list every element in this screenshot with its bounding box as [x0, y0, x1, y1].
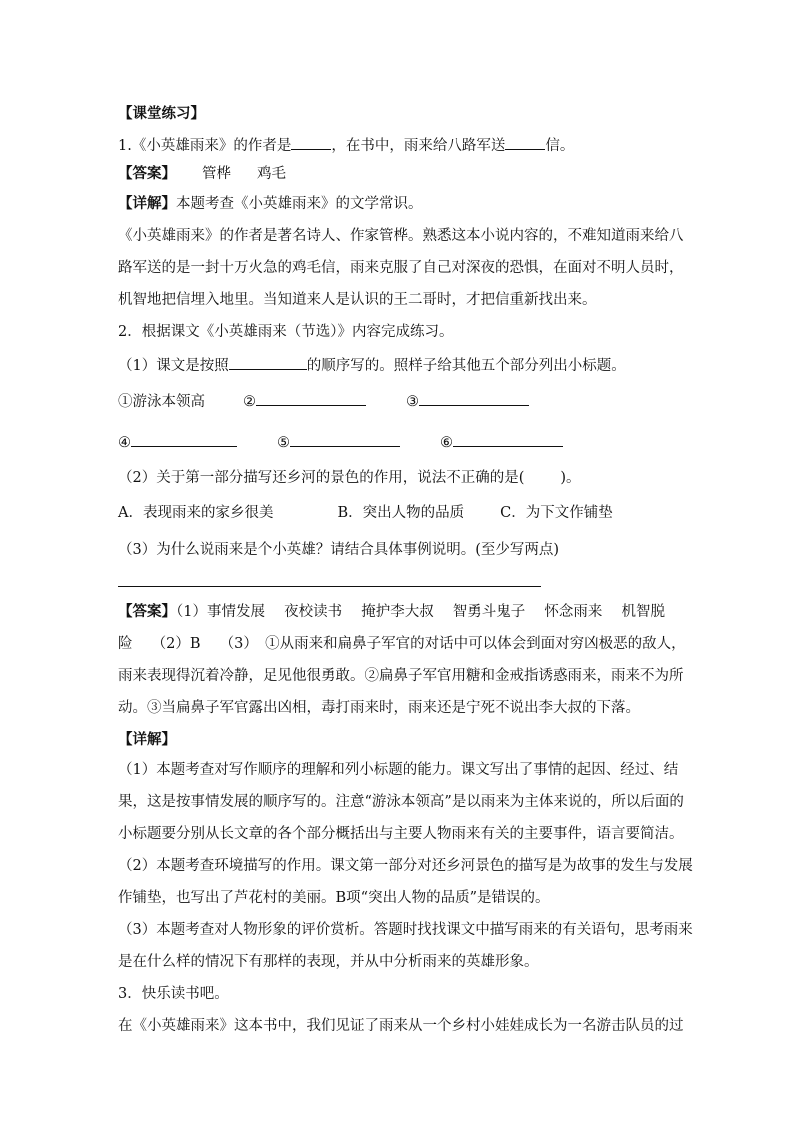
q2-answer-line: 动。③当扁鼻子军官露出凶相，毒打雨来时，雨来还是宁死不说出李大叔的下落。: [118, 700, 640, 716]
q2-options: [118, 503, 613, 523]
question-1: 1.《小英雄雨来》的作者是 ，在书中，雨来给八路军送 信。: [118, 134, 574, 156]
q2-detail-line: 小标题要分别从长文章的各个部分概括出与主要人物雨来有关的主要事件，语言要简洁。: [118, 826, 684, 842]
q2-sub2: （2）关于第一部分描写还乡河的景色的作用，说法不正确的是( )。: [118, 470, 581, 486]
q2-detail-line: （1）本题考查对写作顺序的理解和列小标题的能力。课文写出了事情的起因、经过、结: [118, 762, 679, 778]
question-2-title: 2．根据课文《小英雄雨来（节选）》内容完成练习。: [118, 324, 454, 340]
q2-answer-line: 雨来表现得沉着冷静，足见他很勇敢。②扁鼻子军官用糖和金戒指诱惑雨来，雨来不为所: [118, 668, 684, 684]
subtitle-item-3: ③: [406, 394, 419, 410]
question-3-title: 3．快乐读书吧。: [118, 986, 229, 1002]
subtitle-item-4: ④: [118, 435, 131, 451]
answer-blank[interactable]: [419, 390, 529, 406]
answer-blank[interactable]: [290, 431, 400, 447]
q2-detail-line: （2）本题考查环境描写的作用。课文第一部分对还乡河景色的描写是为故事的发生与发展: [118, 858, 693, 874]
q2-answer-line-1: 【答案】（1）事情发展 夜校读书 掩护李大叔 智勇斗鬼子 怀念雨来 机智脱: [118, 603, 666, 620]
option-b: B．突出人物的品质: [337, 505, 465, 521]
answer-blank[interactable]: [256, 390, 366, 406]
answer-blank[interactable]: [453, 431, 563, 447]
q1-detail: 【详解】本题考查《小英雄雨来》的文学常识。: [118, 195, 423, 212]
q2-titles-row-2: [118, 431, 563, 453]
q1-body-line: 《小英雄雨来》的作者是著名诗人、作家管桦。熟悉这本小说内容的，不难知道雨来给八: [118, 228, 684, 244]
section-heading: 【课堂练习】: [118, 105, 205, 122]
q2-sub1: （1）课文是按照 的顺序写的。照样子给其他五个部分列出小标题。: [118, 354, 626, 376]
q2-detail-line: 果，这是按事情发展的顺序写的。注意“游泳本领高”是以雨来为主体来说的，所以后面的: [118, 794, 684, 810]
answer-blank[interactable]: [505, 134, 545, 150]
q1-body-line: 机智地把信埋入地里。当知道来人是认识的王二哥时，才把信重新找出来。: [118, 292, 597, 308]
q2-sub3: （3）为什么说雨来是个小英雄？请结合具体事例说明。(至少写两点): [118, 542, 560, 558]
answer-blank[interactable]: [131, 431, 237, 447]
q2-detail-line: 作铺垫，也写出了芦花村的美丽。B项“突出人物的品质”是错误的。: [118, 890, 550, 906]
subtitle-item-1: ①游泳本领高: [118, 394, 205, 410]
answer-line[interactable]: [118, 586, 541, 587]
q1-answer: 【答案】 管桦 鸡毛: [118, 165, 286, 182]
q2-titles-row-1: [118, 390, 529, 412]
q2-answer-line: 险 （2）B （3） ①从雨来和扁鼻子军官的对话中可以体会到面对穷凶极恶的敌人，: [118, 636, 686, 652]
q3-body-line: 在《小英雄雨来》这本书中，我们见证了雨来从一个乡村小娃娃成长为一名游击队员的过: [118, 1018, 684, 1034]
q2-detail-line: （3）本题考查对人物形象的评价赏析。答题时找找课文中描写雨来的有关语句，思考雨来: [118, 922, 693, 938]
option-c: C．为下文作铺垫: [500, 505, 613, 521]
q1-body-line: 路军送的是一封十万火急的鸡毛信，雨来克服了自己对深夜的恐惧，在面对不明人员时，: [118, 260, 684, 276]
q2-detail-line: 是在什么样的情况下有那样的表现，并从中分析雨来的英雄形象。: [118, 954, 539, 970]
subtitle-item-2: ②: [243, 394, 256, 410]
subtitle-item-6: ⑥: [440, 435, 453, 451]
subtitle-item-5: ⑤: [277, 435, 290, 451]
answer-blank[interactable]: [229, 354, 307, 370]
option-a: A．表现雨来的家乡很美: [118, 505, 274, 521]
q2-detail-label: 【详解】: [118, 731, 176, 748]
answer-blank[interactable]: [291, 134, 331, 150]
